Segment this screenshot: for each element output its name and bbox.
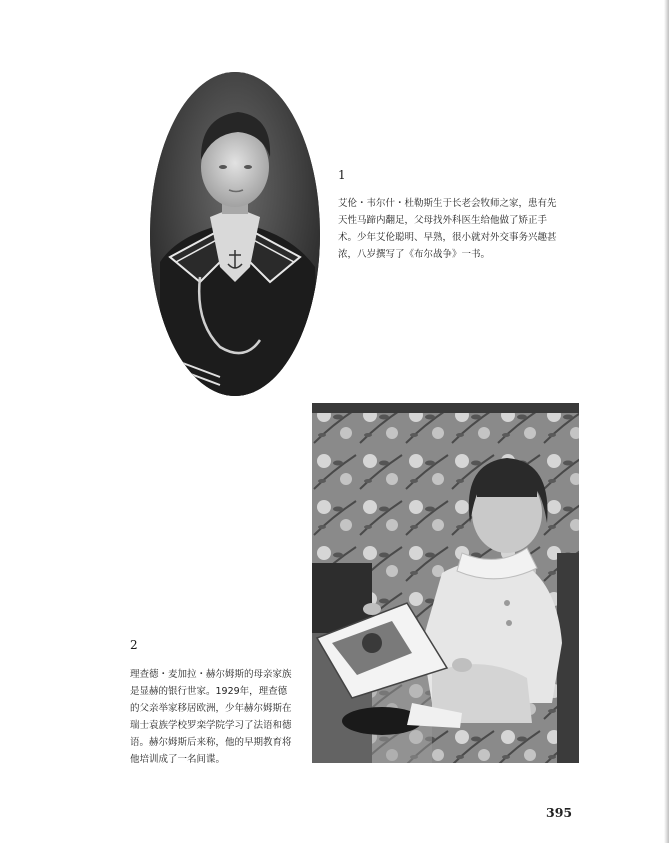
sailor-boy-illustration bbox=[150, 72, 320, 396]
figure-number: 2 bbox=[130, 638, 138, 652]
caption-line: 天性马蹄内翻足，父母找外科医生给他做了矫正手 bbox=[338, 215, 548, 226]
figure-caption bbox=[338, 195, 557, 263]
caption-line: 他培训成了一名间谍。 bbox=[130, 754, 226, 765]
portrait-photo-boy-reading bbox=[312, 403, 579, 763]
caption-line: 的父亲举家移居欧洲，少年赫尔姆斯在 bbox=[130, 703, 292, 714]
caption-line: 是显赫的银行世家。1929年，理查德 bbox=[130, 686, 288, 697]
caption-line: 瑞士袁族学校罗栾学院学习了法语和德 bbox=[130, 720, 292, 731]
page-number: 395 bbox=[546, 805, 573, 820]
caption-line: 术。少年艾伦聪明、早熟，很小就对外交事务兴趣甚 bbox=[338, 232, 557, 243]
caption-line: 浓，八岁撰写了《布尔战争》一书。 bbox=[338, 249, 491, 260]
portrait-photo-sailor-boy bbox=[150, 72, 320, 396]
boy-reading-illustration bbox=[312, 403, 579, 763]
caption-line: 理查德・麦加拉・赫尔姆斯的母亲家族 bbox=[130, 669, 292, 680]
figure-number: 1 bbox=[338, 168, 346, 182]
caption-line: 语。赫尔姆斯后来称，他的早期教育将 bbox=[130, 737, 292, 748]
page-edge-shadow bbox=[664, 0, 669, 843]
caption-line: 艾伦・韦尔什・杜勒斯生于长老会牧师之家，患有先 bbox=[338, 198, 557, 209]
figure-caption bbox=[130, 666, 292, 768]
